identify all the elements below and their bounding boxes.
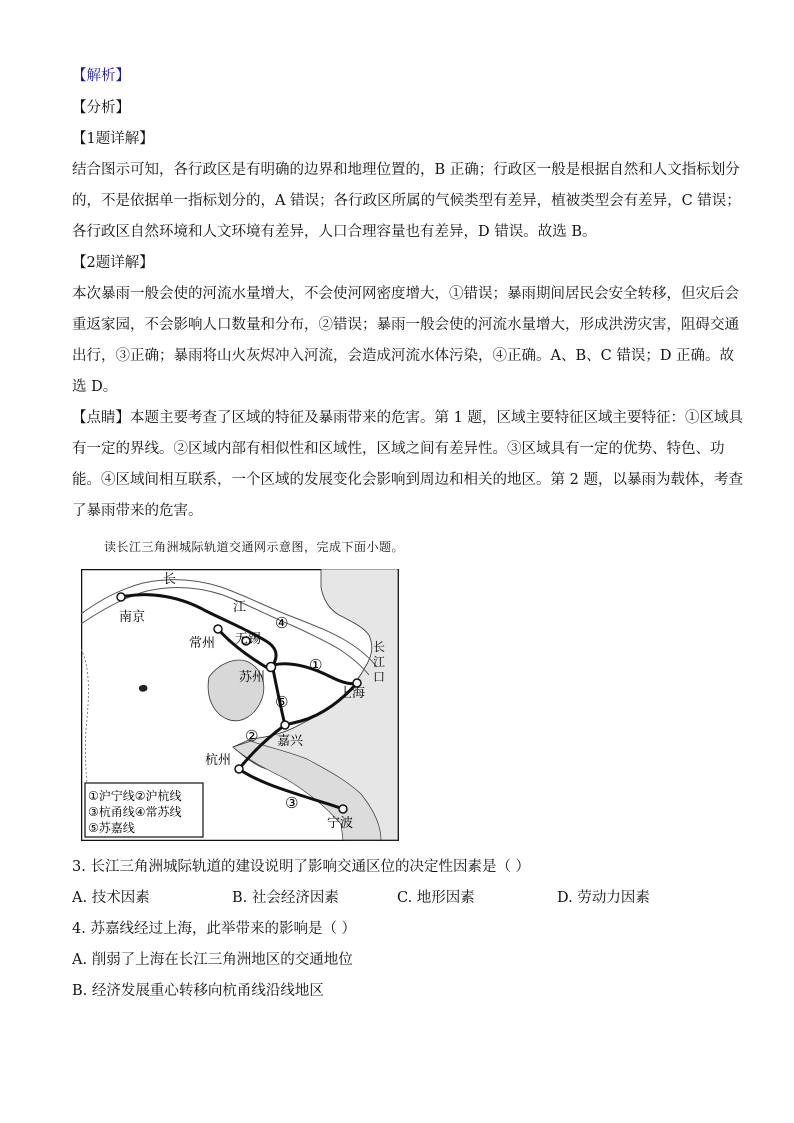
city-wuxi: 无锡 [235, 632, 262, 647]
dianjing-line: 了暴雨带来的危害。 [72, 503, 203, 519]
legend-line-1: ①沪宁线②沪杭线 [88, 789, 182, 803]
question-4-stem: 4. 苏嘉线经过上海，此举带来的影响是（ ） [72, 921, 357, 937]
question-3-option-c: C. 地形因素 [397, 890, 475, 906]
river-label-jiang: 江 [233, 600, 247, 615]
q2-detail-line: 重返家园，不会影响人口数量和分布，②错误；暴雨一般会使的河流水量增大，形成洪涝灾害，阻碍交通 [72, 317, 739, 333]
route-marker-2: ② [245, 727, 259, 745]
city-hangzhou: 杭州 [205, 753, 232, 768]
q2-detail-line: 出行，③正确；暴雨将山火灰烬冲入河流，会造成河流水体污染，④正确。A、B、C 错误；D 正确。故 [72, 348, 735, 364]
question-4-option-b: B. 经济发展重心转移向杭甬线沿线地区 [72, 983, 324, 999]
route-marker-5: ⑤ [275, 693, 289, 711]
river-label-chang: 长 [163, 572, 177, 587]
river-mouth-3: 口 [373, 670, 386, 684]
legend-line-3: ⑤苏嘉线 [88, 821, 135, 835]
dianjing-line: 有一定的界线。②区域内部有相似性和区域性，区域之间有差异性。③区域具有一定的优势、特色、功 [72, 441, 725, 457]
node-changzhou [214, 625, 222, 633]
question-4-option-a: A. 削弱了上海在长江三角洲地区的交通地位 [72, 952, 353, 968]
q1-detail-line: 的，不是依据单一指标划分的，A 错误；各行政区所属的气候类型有差异，植被类型会有差异，C 错误； [72, 193, 741, 209]
node-ningbo [339, 805, 347, 813]
q2-detail-heading: 【2题详解】 [72, 255, 154, 271]
city-ningbo: 宁波 [327, 816, 354, 831]
q2-detail-line: 本次暴雨一般会使的河流水量增大，不会使河网密度增大，①错误；暴雨期间居民会安全转移，但灾后会 [72, 286, 739, 302]
city-changzhou: 常州 [189, 636, 216, 651]
city-shanghai: 上海 [339, 686, 366, 701]
question-3-option-b: B. 社会经济因素 [232, 890, 339, 906]
section-fenxi: 【分析】 [72, 100, 130, 116]
river-mouth-2: 江 [373, 655, 386, 669]
route-marker-4: ④ [275, 614, 289, 632]
route-marker-3: ③ [285, 794, 299, 812]
question-3-option-a: A. 技术因素 [72, 890, 150, 906]
river-mouth-1: 长 [373, 640, 386, 654]
city-nanjing: 南京 [119, 610, 146, 625]
map-caption: 读长江三角洲城际轨道交通网示意图，完成下面小题。 [104, 540, 405, 554]
node-suzhou [267, 663, 276, 672]
q1-detail-line: 各行政区自然环境和人文环境有差异，人口合理容量也有差异，D 错误。故选 B。 [72, 224, 597, 240]
q1-detail-heading: 【1题详解】 [72, 131, 154, 147]
dianjing-line: 能。④区域间相互联系，一个区域的发展变化会影响到周边和相关的地区。第 2 题，以暴雨为载体，考查 [72, 472, 743, 488]
city-suzhou: 苏州 [239, 670, 266, 685]
question-3-stem: 3. 长江三角洲城际轨道的建设说明了影响交通区位的决定性因素是（ ） [72, 859, 531, 875]
dianjing-line: 【点睛】本题主要考查了区域的特征及暴雨带来的危害。第 1 题，区域主要特征区域主要特征：①区域具 [72, 410, 743, 426]
section-jiexi: 【解析】 [72, 68, 130, 84]
node-nanjing [117, 593, 125, 601]
question-3-option-d: D. 劳动力因素 [557, 890, 650, 906]
node-jiaxing [281, 721, 289, 729]
q2-detail-line: 选 D。 [72, 379, 118, 395]
legend-line-2: ③杭甬线④常苏线 [88, 805, 182, 819]
city-jiaxing: 嘉兴 [277, 734, 304, 749]
route-marker-1: ① [309, 656, 323, 674]
yangtze-delta-rail-map [81, 569, 399, 841]
node-hangzhou [235, 765, 243, 773]
q1-detail-line: 结合图示可知，各行政区是有明确的边界和地理位置的，B 正确；行政区一般是根据自然和人文指标划分 [72, 162, 740, 178]
